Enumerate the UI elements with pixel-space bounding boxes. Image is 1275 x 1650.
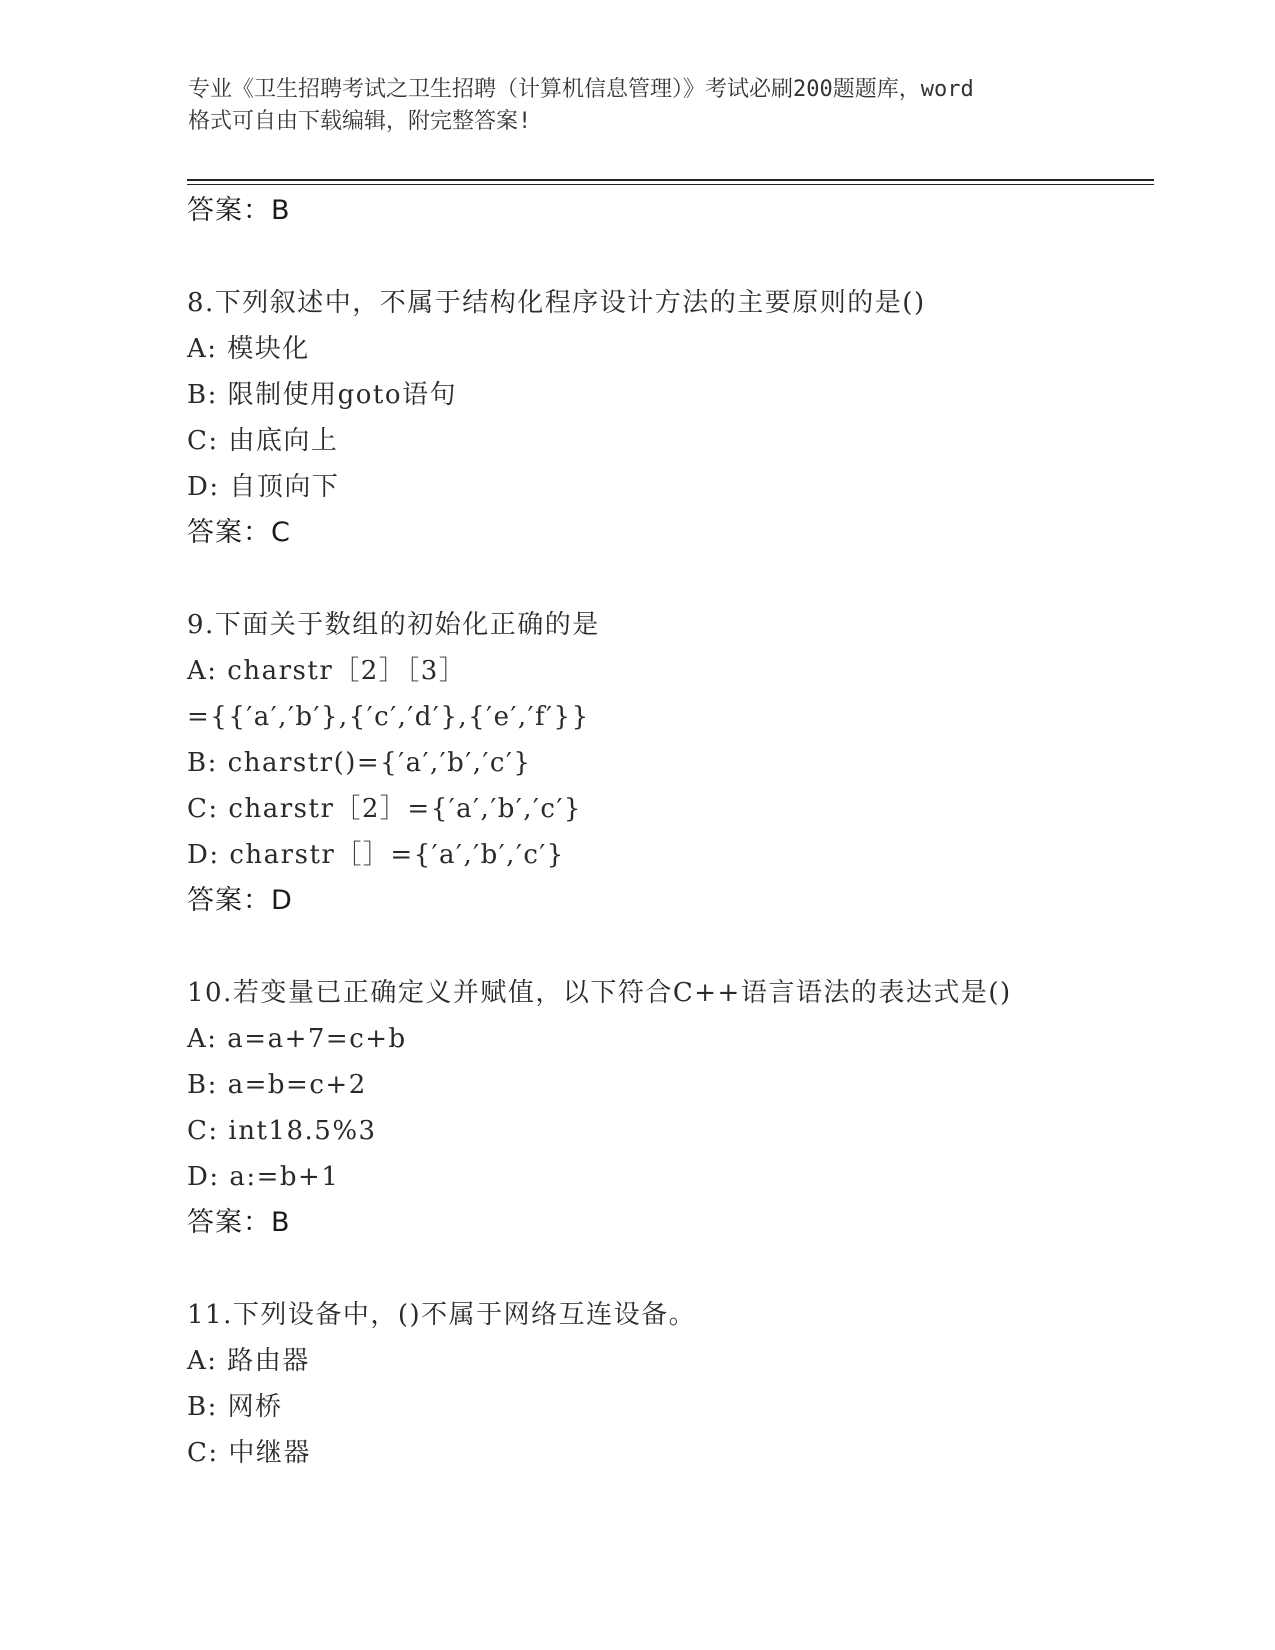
option-d: D: a:=b+1 — [187, 1162, 340, 1192]
option-c: C: charstr［2］={′a′,′b′,′c′} — [187, 794, 582, 824]
option-c: C: 中继器 — [187, 1438, 311, 1468]
spacer — [187, 556, 1167, 602]
question-11 — [187, 1292, 1167, 1476]
option-a: A: a=a+7=c+b — [187, 1024, 407, 1054]
document-body — [187, 188, 1167, 1476]
question-9 — [187, 602, 1167, 924]
spacer — [187, 234, 1167, 280]
question-stem: 8.下列叙述中，不属于结构化程序设计方法的主要原则的是() — [187, 288, 926, 318]
header-rule-thick — [187, 179, 1154, 181]
option-b: B: 限制使用goto语句 — [187, 380, 458, 410]
header-title-line1: 专业《卫生招聘考试之卫生招聘（计算机信息管理）》考试必刷200题题库，word — [188, 77, 974, 102]
option-b: B: 网桥 — [187, 1392, 283, 1422]
option-a: A: charstr［2］［3］ — [187, 656, 467, 686]
answer: 答案：C — [187, 517, 291, 548]
header-title-line2: 格式可自由下载编辑，附完整答案! — [188, 109, 532, 134]
option-a-continuation: ={{′a′,′b′},{′c′,′d′},{′e′,′f′}} — [187, 702, 590, 732]
spacer — [187, 1246, 1167, 1292]
option-b: B: charstr()={′a′,′b′,′c′} — [187, 748, 532, 778]
option-c: C: 由底向上 — [187, 426, 339, 456]
question-10 — [187, 970, 1167, 1246]
page-header — [188, 74, 1108, 138]
option-c: C: int18.5%3 — [187, 1116, 377, 1146]
option-a: A: 路由器 — [187, 1346, 310, 1376]
option-b: B: a=b=c+2 — [187, 1070, 367, 1100]
previous-answer: 答案：B — [187, 195, 291, 226]
option-d: D: 自顶向下 — [187, 472, 340, 502]
option-a: A: 模块化 — [187, 334, 310, 364]
question-stem: 9.下面关于数组的初始化正确的是 — [187, 610, 600, 640]
question-stem: 10.若变量已正确定义并赋值，以下符合C++语言语法的表达式是() — [187, 978, 1012, 1008]
option-d: D: charstr［］={′a′,′b′,′c′} — [187, 840, 565, 870]
answer: 答案：D — [187, 885, 293, 916]
question-8 — [187, 280, 1167, 556]
answer: 答案：B — [187, 1207, 291, 1238]
question-stem: 11.下列设备中，()不属于网络互连设备。 — [187, 1300, 697, 1330]
spacer — [187, 924, 1167, 970]
header-rule-thin — [187, 184, 1154, 185]
